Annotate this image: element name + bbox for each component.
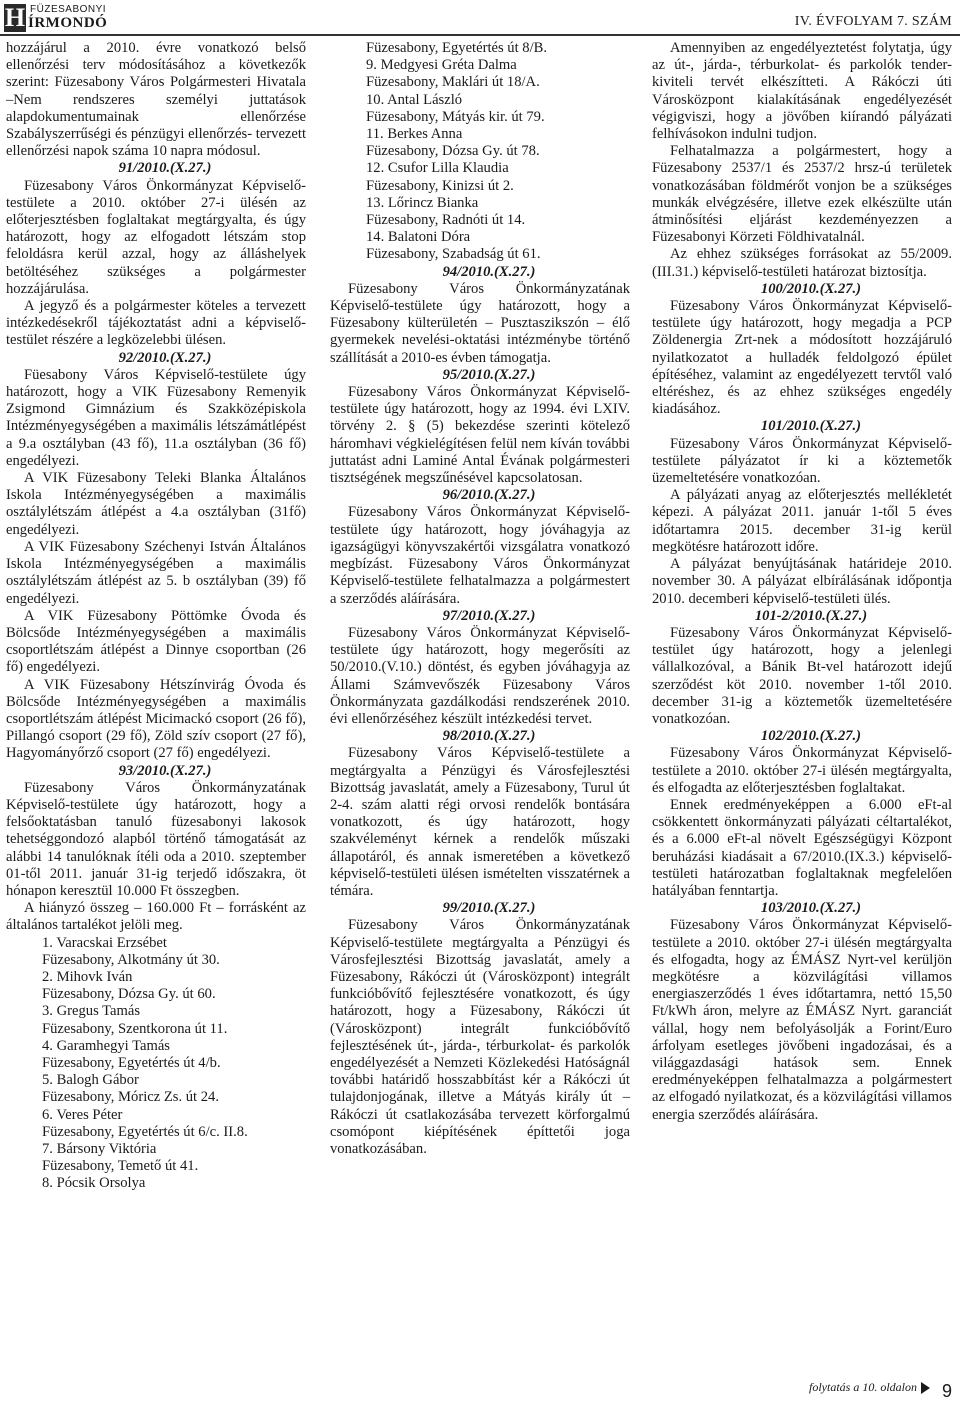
header-rule bbox=[0, 34, 960, 36]
paragraph: Füzesabony Város Önkormányzatának Képviselő-testülete úgy határozott, hogy a Füzesabony külterületén – Pusztaszikszón – élő gyermekek nevelési-oktatási intézménybe történő szállítását a 2010-es évben támogatja. bbox=[330, 280, 630, 366]
resolution-number: 92/2010.(X.27.) bbox=[118, 349, 212, 366]
list-line: Füzesabony, Móricz Zs. út 24. bbox=[42, 1089, 219, 1106]
list-line: 4. Garamhegyi Tamás bbox=[42, 1037, 170, 1054]
column-2 bbox=[330, 40, 630, 1158]
resolution-number: 103/2010.(X.27.) bbox=[760, 900, 862, 917]
list-line: Füzesabony, Kinizsi út 2. bbox=[366, 177, 514, 194]
list-line: Füzesabony, Mátyás kir. út 79. bbox=[366, 108, 545, 125]
paragraph: Füzesabony Város Önkormányzatának Képviselő-testülete úgy határozott, hogy a felsőoktatásban tanuló füzesabonyi lakosok tehetséggondozó alapból történő támogatását az alábbi 14 tanulóknak ítéli oda a 2010. szeptember 01-től 2011. január 31-ig terjedő időszakra, öt hónapon keresztül 10.000 Ft összegben. bbox=[6, 779, 306, 899]
arrow-right-icon bbox=[921, 1382, 930, 1394]
paragraph: Füzesabony Város Önkormányzat Képviselő-testülete úgy határozott, hogy megadja a PCP Zöldenergia Zrt-nek a módosított hozzájáruló nyilatkozatot a hulladék feldolgozó épület építéséhez, valamint az engedélyezett tervtől való eltéréshez, és az ehhez szükséges engedély kiadásához. bbox=[652, 298, 952, 418]
list-line: 13. Lőrincz Bianka bbox=[366, 194, 479, 211]
list-line: 10. Antal László bbox=[366, 91, 463, 108]
logo-top-text: FÜZESABONYI bbox=[30, 4, 107, 15]
continued-note: folytatás a 10. oldalon bbox=[808, 1380, 917, 1394]
list-line: 5. Balogh Gábor bbox=[42, 1072, 139, 1089]
resolution-number: 101/2010.(X.27.) bbox=[760, 418, 862, 435]
list-line: Füzesabony, Egyetértés út 8/B. bbox=[366, 40, 548, 56]
list-line: 6. Veres Péter bbox=[42, 1106, 123, 1123]
paragraph: A VIK Füzesabony Hétszínvirág Óvoda és Bölcsőde Intézményegységében a maximális csoportlétszám átlépést Micimackó csoport (26 fő), Pillangó csoport (29 fő), Zöld szív csoport (27 fő), Hagyományőrző csoport (27 fő) engedélyezi. bbox=[6, 676, 306, 762]
resolution-number: 95/2010.(X.27.) bbox=[442, 366, 536, 383]
paragraph: A hiányzó összeg – 160.000 Ft – forrásként az általános tartalékot jelöli meg. bbox=[6, 900, 306, 934]
list-line: 14. Balatoni Dóra bbox=[366, 229, 471, 246]
column-1 bbox=[6, 40, 306, 1193]
list-line: Füzesabony, Dózsa Gy. út 78. bbox=[366, 143, 540, 160]
paragraph: A VIK Füzesabony Széchenyi István Általános Iskola Intézményegységében a maximális osztálylétszám átlépést az 5. b osztályban (39) fő engedélyezi. bbox=[6, 538, 306, 607]
column-3 bbox=[652, 40, 952, 1124]
resolution-number: 91/2010.(X.27.) bbox=[118, 160, 212, 177]
paragraph: Füzesabony Város Önkormányzat Képviselő-testülete a 2010. október 27-i ülésén megtárgyalta és elfogadta, hogy az ÉMÁSZ Nyrt-vel kerüljön megkötésre a közvilágítási villamos energiaszerződés 1 éves időtartamra, nettó 15,50 Ft/kWh áron, melyre az ÉMÁSZ Nyrt. garanciát vállal, hogy nem befolyásolják a Forint/Euro árfolyam esetleges jövőbeni ingadozásai, és a világgazdasági hatások sem. Ennek eredményeképpen felhatalmazza a polgármestert az elfogadó nyilatkozat, és a közvilágítási villamos energia szerződés aláírására. bbox=[652, 917, 952, 1123]
resolution-number: 100/2010.(X.27.) bbox=[760, 280, 862, 297]
paragraph: Füzesabony Város Önkormányzat Képviselő-testülete úgy határozott, hogy jóváhagyja az igazságügyi könyvszakértői vizsgálatra vonatkozó megbízást. Füzesabony Város Önkormányzat Képviselő-testülete felhatalmazza a polgármestert a szerződés aláírására. bbox=[330, 504, 630, 607]
paragraph: Füzesabony Város Önkormányzat Képviselő-testület úgy határozott, hogy a jelenlegi vállalkozóval, a Bánik Bt-vel határozott idejű szerződést köt 2010. november 1-től 2010. december 31-ig a köztemetők üzemeltetésére vonatkozóan. bbox=[652, 624, 952, 727]
paragraph: Füzesabony Város Önkormányzat Képviselő-testülete a 2010. október 27-i ülésén az előterjesztésben foglaltakat megtárgyalta, és úgy határozott, hogy az elfogadott létszám stop feloldásra kerül azzal, hogy az álláshelyek betöltéséhez szükséges a polgármester hozzájárulása. bbox=[6, 177, 306, 297]
newspaper-logo bbox=[4, 2, 108, 34]
paragraph: hozzájárul a 2010. évre vonatkozó belső ellenőrzési terv módosításához a következők szerint: Füzesabony Város Polgármesteri Hivatala –Nem rendszeres személyi juttatások alapdokumentumainak ellenőrzése Szabályszerrűségi és pénzügyi ellenőrzés- tervezett ellenőrzési napok száma 10 napra módosul. bbox=[6, 40, 306, 160]
paragraph: Füzesabony Város Önkormányzatának Képviselő-testülete megtárgyalta a Pénzügyi és Városfejlesztési Bizottság javaslatát, amely a Füzesabony, Rákóczi út (Városközpont) integrált funkcióbővítő fejlesztésére vonatkozott, és úgy határozott, hogy a Füzesabony, Rákóczi út (Városközpont) integrált funkcióbővítő fejlesztésének út-, járda-, térburkolat- és parkolók engedélyezését a Nemzeti Közlekedési Hatóságnál további határidő hosszabbítást kér a Rákóczi út tulajdonjogának, illetve a Mátyás király út – Rákóczi út csatlakozásába tervezett körforgalmú csomópont kiépítésének építtetői joga vonatkozásában. bbox=[330, 917, 630, 1157]
paragraph: A pályázati anyag az előterjesztés mellékletét képezi. A pályázat 2011. január 1-től 5 éves időtartamra 2015. december 31-ig kerül megkötésre határozott időre. bbox=[652, 487, 952, 555]
paragraph: Ennek eredményeképpen a 6.000 eFt-al csökkentett önkormányzati pályázati céltartalékot, és a 6.000 eFt-al növelt Egészségügyi Központ beruházási kiadásait a 67/2010.(IX.3.) képviselő-testületi határozatban foglaltaknak megfelelően hatályában fenntartja. bbox=[652, 796, 952, 899]
list-line: Füzesabony, Dózsa Gy. út 60. bbox=[42, 986, 216, 1003]
resolution-number: 99/2010.(X.27.) bbox=[442, 900, 536, 917]
list-line: Füzesabony, Temető út 41. bbox=[42, 1158, 199, 1175]
paragraph: Füzesabony Város Önkormányzat Képviselő-testülete a 2010. október 27-i ülésén megtárgyalta, és elfogadta az előterjesztésben foglaltakat. bbox=[652, 745, 952, 796]
list-line: Füzesabony, Egyetértés út 6/c. II.8. bbox=[42, 1123, 248, 1140]
resolution-number: 94/2010.(X.27.) bbox=[442, 263, 536, 280]
paragraph: Az ehhez szükséges forrásokat az 55/2009. (III.31.) képviselő-testületi határozat biztosítja. bbox=[652, 246, 952, 280]
page-footer bbox=[809, 1380, 952, 1402]
resolution-number: 102/2010.(X.27.) bbox=[760, 728, 862, 745]
resolution-number: 93/2010.(X.27.) bbox=[118, 762, 212, 779]
paragraph: Amennyiben az engedélyeztetést folytatja, úgy az út-, járda-, térburkolat- és parkolók tender-kiviteli tervét elkészítteti. A Rákóczi úti Városközpont kialakításának engedélyezését végigviszi, hogy a jövőben kiírandó pályázati felhívásokon indulni tudjon. bbox=[652, 40, 952, 143]
list-line: 1. Varacskai Erzsébet bbox=[42, 934, 167, 951]
list-line: Füzesabony, Szentkorona út 11. bbox=[42, 1020, 228, 1037]
page-header bbox=[0, 0, 960, 40]
resolution-number: 96/2010.(X.27.) bbox=[442, 487, 536, 504]
volume-issue: IV. ÉVFOLYAM 7. SZÁM bbox=[794, 14, 952, 29]
logo-letter: H bbox=[4, 3, 26, 32]
page-number: 9 bbox=[941, 1381, 952, 1401]
list-line: 3. Gregus Tamás bbox=[42, 1003, 141, 1020]
resolution-number: 101-2/2010.(X.27.) bbox=[754, 607, 868, 624]
paragraph: Füzesabony Város Önkormányzat Képviselő-testülete úgy határozott, hogy megerősíti az 50/2010.(V.10.) döntést, és egyben jóváhagyja az Állami Számvevőszék Füzesabony Város Önkormányzata gazdálkodási rendszerének 2010. évi ellenőrzéséhez készült intézkedési tervet. bbox=[330, 624, 630, 727]
paragraph: Füzesabony Város Képviselő-testülete a megtárgyalta a Pénzügyi és Városfejlesztési Bizottság javaslatát, amely a Füzesabony, Turul út 2-4. szám alatti régi orvosi rendelők bontására vonatkozott, és úgy határozott, hogy szakvéleményt kérnek a rendelők műszaki állapotáról, és annak ismeretében a következő képviselő-testületi ülésen ismételten visszatérnek a témára. bbox=[330, 745, 630, 899]
list-line: Füzesabony, Alkotmány út 30. bbox=[42, 951, 220, 968]
paragraph: Felhatalmazza a polgármestert, hogy a Füzesabony 2537/1 és 2537/2 hrsz-ú területek vonatkozásában földmérőt vonjon be a szükséges munkák elvégzésére, illetve ezek elkészülte után átminősítési eljárást kezdeményezzen a Füzesabonyi Körzeti Földhivatalnál. bbox=[652, 143, 952, 246]
paragraph: A VIK Füzesabony Teleki Blanka Általános Iskola Intézményegységében a maximális osztálylétszám átlépést a 4.a osztályban (31fő) engedélyezi. bbox=[6, 470, 306, 538]
paragraph: A jegyző és a polgármester köteles a tervezett intézkedésekről tájékoztatást adni a képviselő-testület részére a legközelebbi ülésen. bbox=[6, 298, 306, 349]
paragraph: Füesabony Város Képviselő-testülete úgy határozott, hogy a VIK Füzesabony Remenyik Zsigmond Gimnázium és Szakközépiskola Intézményegységében a maximális létszámátlépést a 9.a osztályban (43 fő), 11.a osztályban (36 fő) engedélyezi. bbox=[6, 366, 306, 469]
list-line: Füzesabony, Egyetértés út 4/b. bbox=[42, 1054, 221, 1071]
resolution-number: 97/2010.(X.27.) bbox=[442, 607, 536, 624]
resolution-number: 98/2010.(X.27.) bbox=[442, 728, 536, 745]
paragraph: Füzesabony Város Önkormányzat Képviselő-testülete úgy határozott, hogy az 1994. évi LXIV. törvény 2. § (5) bekezdése szerinti kötelező háromhavi végkielégítésen felül nem kíván további juttatást adni Laminé Antal Évának polgármesteri tisztségének megszűnésével kapcsolatosan. bbox=[330, 384, 630, 487]
list-line: 8. Pócsik Orsolya bbox=[42, 1175, 146, 1192]
paragraph: Füzesabony Város Önkormányzat Képviselő-testülete pályázatot ír ki a köztemetők üzemeltetésére vonatkozóan. bbox=[652, 435, 952, 487]
list-line: 12. Csufor Lilla Klaudia bbox=[366, 160, 509, 177]
list-line: Füzesabony, Szabadság út 61. bbox=[366, 246, 541, 263]
paragraph: A pályázat benyújtásának határideje 2010. november 30. A pályázat elbírálásának időpontja 2010. decemberi képviselő-testületi ülés. bbox=[652, 556, 952, 607]
list-line: 7. Bársony Viktória bbox=[42, 1141, 157, 1157]
logo-bottom-text: ÍRMONDÓ bbox=[28, 15, 108, 31]
list-line: Füzesabony, Radnóti út 14. bbox=[366, 212, 526, 229]
list-line: 9. Medgyesi Gréta Dalma bbox=[366, 57, 517, 74]
paragraph: A VIK Füzesabony Pöttömke Óvoda és Bölcsőde Intézményegységében a maximális csoportlétszám átlépést a Dinnye csoportban (26 fő) engedélyezi. bbox=[6, 607, 306, 676]
list-line: 11. Berkes Anna bbox=[366, 126, 463, 143]
list-line: 2. Mihovk Iván bbox=[42, 968, 133, 985]
list-line: Füzesabony, Maklári út 18/A. bbox=[366, 74, 540, 91]
